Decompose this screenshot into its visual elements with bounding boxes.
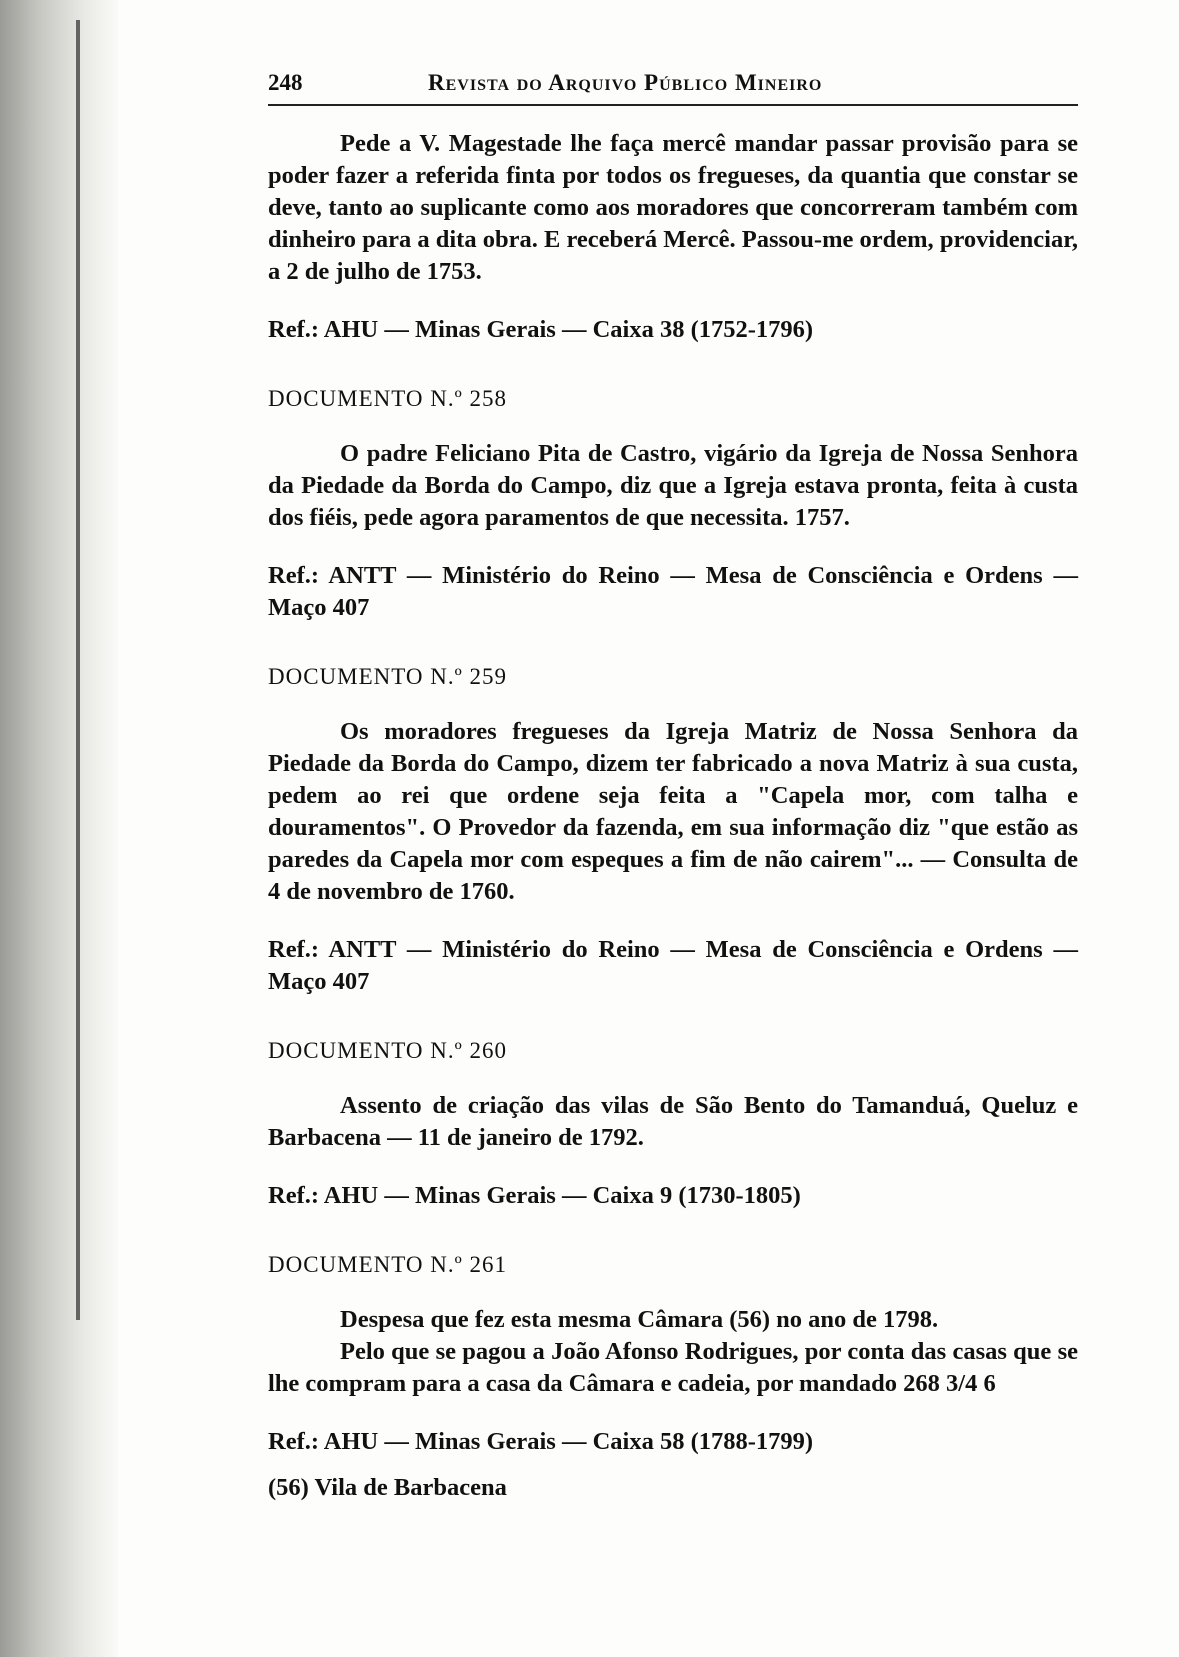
document-heading: DOCUMENTO N.º 260: [268, 1038, 508, 1063]
reference-line: Ref.: AHU — Minas Gerais — Caixa 38 (1752-1796): [268, 316, 814, 343]
document-259: [268, 664, 1078, 998]
reference-line: Ref.: AHU — Minas Gerais — Caixa 58 (1788-1799): [268, 1428, 814, 1455]
running-title: Revista do Arquivo Público Mineiro: [428, 70, 823, 95]
document-heading: DOCUMENTO N.º 259: [268, 664, 508, 689]
document-heading: DOCUMENTO N.º 261: [268, 1252, 508, 1277]
document-paragraph: Assento de criação das vilas de São Bento do Tamanduá, Queluz e Barbacena — 11 de janeiro de 1792.: [268, 1092, 1078, 1151]
reference-line: Ref.: ANTT — Ministério do Reino — Mesa de Consciência e Ordens — Maço 407: [268, 562, 1078, 621]
document-paragraph: Pelo que se pagou a João Afonso Rodrigues, por conta das casas que se lhe compram para a casa da Câmara e cadeia, por mandado 268 3/4 6: [268, 1338, 1078, 1397]
page-number: 248: [268, 70, 303, 95]
reference-line: Ref.: ANTT — Ministério do Reino — Mesa de Consciência e Ordens — Maço 407: [268, 936, 1078, 995]
document-258: [268, 386, 1078, 624]
document-paragraph: Os moradores fregueses da Igreja Matriz de Nossa Senhora da Piedade da Borda do Campo, dizem ter fabricado a nova Matriz à sua custa, pedem ao rei que ordene seja feita a "Capela mor, com talha e douramentos". O Provedor da fazenda, em sua informação diz "que estão as paredes da Capela mor com espeques a fim de não cairem"... — Consulta de 4 de novembro de 1760.: [268, 718, 1078, 905]
document-paragraph: O padre Feliciano Pita de Castro, vigário da Igreja de Nossa Senhora da Piedade da Borda do Campo, diz que a Igreja estava pronta, feita à custa dos fiéis, pede agora paramentos de que necessita. 1757.: [268, 440, 1078, 531]
document-paragraph: Despesa que fez esta mesma Câmara (56) no ano de 1798.: [340, 1306, 939, 1333]
binding-gutter: [0, 0, 118, 1657]
document-261: [268, 1252, 1078, 1458]
document-260: [268, 1038, 1078, 1212]
document-heading: DOCUMENTO N.º 258: [268, 386, 508, 411]
reference-line: Ref.: AHU — Minas Gerais — Caixa 9 (1730-1805): [268, 1182, 801, 1209]
running-head: [268, 70, 1078, 106]
binding-edge-line: [76, 20, 80, 1320]
footnote: (56) Vila de Barbacena: [268, 1474, 507, 1501]
page: [268, 70, 1078, 1527]
continuation-paragraph: Pede a V. Magestade lhe faça mercê mandar passar provisão para se poder fazer a referida finta por todos os fregueses, da quantia que constar se deve, tanto ao suplicante como aos moradores que concorreram também com dinheiro para a dita obra. E receberá Mercê. Passou-me ordem, providenciar, a 2 de julho de 1753.: [268, 130, 1078, 285]
